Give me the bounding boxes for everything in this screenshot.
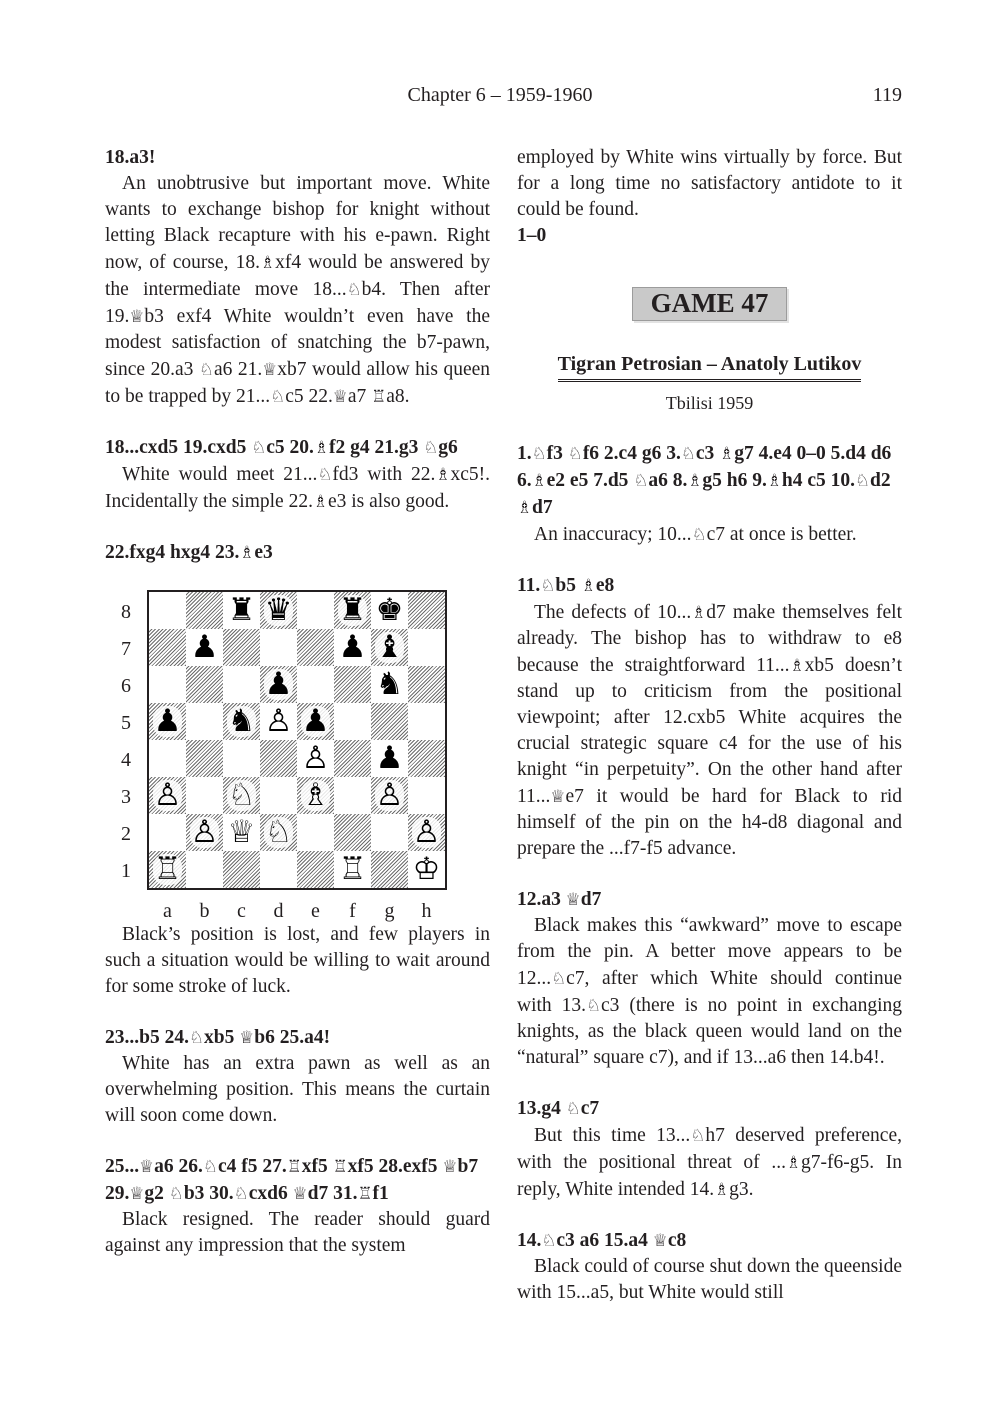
file-label: d bbox=[273, 900, 284, 922]
chess-piece-icon: ♙ bbox=[301, 740, 330, 776]
rook-figurine-icon: ♖ bbox=[371, 386, 387, 406]
board-square-h4 bbox=[408, 740, 445, 777]
chess-piece-icon: ♘ bbox=[227, 777, 256, 813]
board-square-b1 bbox=[186, 851, 223, 888]
board-square-c7 bbox=[223, 629, 260, 666]
chess-board bbox=[147, 590, 447, 890]
board-square-f3 bbox=[334, 777, 371, 814]
move-heading: 13.g4 ♘c7 bbox=[517, 1098, 600, 1119]
bishop-figurine-icon: ♗ bbox=[517, 497, 533, 517]
chess-piece-icon: ♛ bbox=[264, 592, 293, 628]
chess-piece-icon: ♔ bbox=[412, 851, 441, 887]
queen-figurine-icon: ♕ bbox=[139, 1156, 155, 1176]
queen-figurine-icon: ♕ bbox=[292, 1183, 308, 1203]
chapter-title: Chapter 6 – 1959-1960 bbox=[407, 84, 593, 106]
chess-piece-icon: ♝ bbox=[375, 629, 404, 665]
board-square-e7 bbox=[297, 629, 334, 666]
chess-piece-icon: ♞ bbox=[375, 666, 404, 702]
knight-figurine-icon: ♘ bbox=[251, 437, 267, 457]
chess-piece-icon: ♙ bbox=[375, 777, 404, 813]
queen-figurine-icon: ♕ bbox=[565, 889, 581, 909]
move-heading: 18.a3! bbox=[105, 147, 156, 168]
commentary-paragraph: White has an extra pawn as well as an overwhelming position. This means the curtain will soon come down. bbox=[105, 1053, 490, 1126]
chess-piece-icon: ♜ bbox=[338, 592, 367, 628]
knight-figurine-icon: ♘ bbox=[202, 1156, 218, 1176]
board-square-b7 bbox=[186, 629, 223, 666]
board-square-b3 bbox=[186, 777, 223, 814]
board-square-h6 bbox=[408, 666, 445, 703]
knight-figurine-icon: ♘ bbox=[633, 470, 649, 490]
board-square-g4 bbox=[371, 740, 408, 777]
knight-figurine-icon: ♘ bbox=[423, 437, 439, 457]
queen-figurine-icon: ♕ bbox=[442, 1156, 458, 1176]
board-square-c3 bbox=[223, 777, 260, 814]
commentary-paragraph: Black could of course shut down the queenside with 15...a5, but White would still bbox=[517, 1256, 902, 1303]
bishop-figurine-icon: ♗ bbox=[260, 252, 276, 272]
commentary-paragraph: employed by White wins virtually by force. But for a long time no satisfactory antidote to it could be found. bbox=[517, 147, 902, 220]
chess-piece-icon: ♙ bbox=[264, 703, 293, 739]
chess-piece-icon: ♟ bbox=[190, 629, 219, 665]
board-square-b5 bbox=[186, 703, 223, 740]
file-label: f bbox=[349, 900, 356, 922]
knight-figurine-icon: ♘ bbox=[270, 386, 286, 406]
bishop-figurine-icon: ♗ bbox=[435, 464, 451, 484]
rank-label: 4 bbox=[121, 749, 131, 771]
board-square-g8 bbox=[371, 592, 408, 629]
bishop-figurine-icon: ♗ bbox=[719, 443, 735, 463]
board-square-c5 bbox=[223, 703, 260, 740]
board-square-f5 bbox=[334, 703, 371, 740]
move-heading: 25...♕a6 26.♘c4 f5 27.♖xf5 ♖xf5 28.exf5 ♕b7 29.♕g2 ♘b3 30.♘cxd6 ♕d7 31.♖f1 bbox=[105, 1156, 479, 1204]
queen-figurine-icon: ♕ bbox=[239, 1027, 255, 1047]
chess-piece-icon: ♞ bbox=[227, 703, 256, 739]
knight-figurine-icon: ♘ bbox=[317, 464, 333, 484]
commentary-paragraph: An unobtrusive but important move. White wants to exchange bishop for knight without letting Black recapture with his e-pawn. Right now, of course, 18.♗xf4 would be answered by the intermediate move 18...♘b4. Then after 19.♕b3 exf4 White wouldn’t even have the modest satisfaction of snatching the b7-pawn, since 20.a3 ♘a6 21.♕xb7 would allow his queen to be trapped by 21...♘c5 22.♕a7 ♖a8. bbox=[105, 173, 491, 407]
knight-figurine-icon: ♘ bbox=[855, 470, 871, 490]
knight-figurine-icon: ♘ bbox=[540, 575, 556, 595]
board-square-e1 bbox=[297, 851, 334, 888]
rank-label: 5 bbox=[121, 712, 131, 734]
left-column bbox=[105, 145, 490, 1259]
queen-figurine-icon: ♕ bbox=[262, 359, 278, 379]
board-square-b2 bbox=[186, 814, 223, 851]
chess-piece-icon: ♟ bbox=[153, 703, 182, 739]
queen-figurine-icon: ♕ bbox=[652, 1230, 668, 1250]
board-square-g2 bbox=[371, 814, 408, 851]
commentary-paragraph: Black makes this “awkward” move to escape from the pin. A better move appears to be 12...♘c7, after which White should continue with 13.♘c3 (there is no point in exchanging knights, as the black queen would land on the “natural” square c7), and if 13...a6 then 14.b4!. bbox=[517, 915, 903, 1068]
knight-figurine-icon: ♘ bbox=[691, 524, 707, 544]
board-square-f8 bbox=[334, 592, 371, 629]
board-square-b6 bbox=[186, 666, 223, 703]
move-heading: 14.♘c3 a6 15.a4 ♕c8 bbox=[517, 1230, 687, 1251]
chess-piece-icon: ♖ bbox=[338, 851, 367, 887]
bishop-figurine-icon: ♗ bbox=[531, 470, 547, 490]
knight-figurine-icon: ♘ bbox=[198, 359, 214, 379]
commentary-paragraph: Black’s position is lost, and few players in such a situation would be willing to wait around for some stroke of luck. bbox=[105, 924, 490, 997]
knight-figurine-icon: ♘ bbox=[168, 1183, 184, 1203]
board-square-c2 bbox=[223, 814, 260, 851]
board-square-g5 bbox=[371, 703, 408, 740]
chess-piece-icon: ♘ bbox=[264, 814, 293, 850]
board-square-d5 bbox=[260, 703, 297, 740]
chess-piece-icon: ♖ bbox=[153, 851, 182, 887]
board-square-d1 bbox=[260, 851, 297, 888]
board-square-b8 bbox=[186, 592, 223, 629]
move-heading: 11.♘b5 ♗e8 bbox=[517, 575, 615, 596]
board-square-d7 bbox=[260, 629, 297, 666]
bishop-figurine-icon: ♗ bbox=[580, 575, 596, 595]
board-square-e5 bbox=[297, 703, 334, 740]
board-square-a8 bbox=[149, 592, 186, 629]
move-heading: 18...cxd5 19.cxd5 ♘c5 20.♗f2 g4 21.g3 ♘g6 bbox=[105, 437, 458, 458]
venue-line: Tbilisi 1959 bbox=[665, 393, 754, 413]
board-square-g1 bbox=[371, 851, 408, 888]
knight-figurine-icon: ♘ bbox=[531, 443, 547, 463]
knight-figurine-icon: ♘ bbox=[690, 1125, 706, 1145]
board-square-d3 bbox=[260, 777, 297, 814]
board-square-g7 bbox=[371, 629, 408, 666]
board-square-c1 bbox=[223, 851, 260, 888]
bishop-figurine-icon: ♗ bbox=[687, 470, 703, 490]
rank-label: 7 bbox=[121, 638, 131, 660]
knight-figurine-icon: ♘ bbox=[567, 443, 583, 463]
bishop-figurine-icon: ♗ bbox=[691, 602, 707, 622]
chess-piece-icon: ♟ bbox=[338, 629, 367, 665]
board-square-h8 bbox=[408, 592, 445, 629]
commentary-paragraph: But this time 13...♘h7 deserved preference, with the positional threat of ...♗g7-f6-g5. In reply, White intended 14.♗g3. bbox=[517, 1125, 902, 1200]
board-square-e8 bbox=[297, 592, 334, 629]
queen-figurine-icon: ♕ bbox=[129, 1183, 145, 1203]
rook-figurine-icon: ♖ bbox=[357, 1183, 373, 1203]
file-label: e bbox=[311, 900, 320, 922]
file-label: b bbox=[199, 900, 210, 922]
queen-figurine-icon: ♕ bbox=[550, 786, 566, 806]
commentary-paragraph: Black resigned. The reader should guard against any impression that the system bbox=[105, 1209, 490, 1256]
chess-piece-icon: ♙ bbox=[153, 777, 182, 813]
rank-label: 1 bbox=[121, 860, 131, 882]
board-square-e6 bbox=[297, 666, 334, 703]
board-square-f2 bbox=[334, 814, 371, 851]
chess-piece-icon: ♙ bbox=[412, 814, 441, 850]
board-square-h7 bbox=[408, 629, 445, 666]
board-square-d2 bbox=[260, 814, 297, 851]
bishop-figurine-icon: ♗ bbox=[239, 542, 255, 562]
board-square-a5 bbox=[149, 703, 186, 740]
board-square-h1 bbox=[408, 851, 445, 888]
commentary-paragraph: The defects of 10...♗d7 make themselves felt already. The bishop has to withdraw to e8 because the straightforward 11...♗xb5 doesn’t stand up to criticism from the positional viewpoint; after 12.cxb5 White acquires the crucial strategic square c4 for the use of his knight “in perpetuity”. On the other hand after 11...♕e7 it would be hard for Black to rid himself of the pin on the h4-d8 diagonal and prepare the ...f7-f5 advance. bbox=[517, 602, 903, 859]
board-square-e4 bbox=[297, 740, 334, 777]
board-square-h3 bbox=[408, 777, 445, 814]
queen-figurine-icon: ♕ bbox=[332, 386, 348, 406]
running-head bbox=[0, 80, 1000, 110]
knight-figurine-icon: ♘ bbox=[680, 443, 696, 463]
knight-figurine-icon: ♘ bbox=[541, 1230, 557, 1250]
chess-piece-icon: ♟ bbox=[301, 703, 330, 739]
commentary-paragraph: White would meet 21...♘fd3 with 22.♗xc5!. Incidentally the simple 22.♗e3 is also good. bbox=[105, 464, 490, 512]
game-result: 1–0 bbox=[517, 225, 547, 246]
file-label: h bbox=[421, 900, 432, 922]
board-square-f1 bbox=[334, 851, 371, 888]
file-label: g bbox=[384, 900, 395, 922]
board-square-g3 bbox=[371, 777, 408, 814]
board-square-a6 bbox=[149, 666, 186, 703]
board-square-a4 bbox=[149, 740, 186, 777]
board-square-b4 bbox=[186, 740, 223, 777]
board-square-a3 bbox=[149, 777, 186, 814]
bishop-figurine-icon: ♗ bbox=[785, 1152, 801, 1172]
bishop-figurine-icon: ♗ bbox=[313, 437, 329, 457]
rook-figurine-icon: ♖ bbox=[286, 1156, 302, 1176]
board-square-h5 bbox=[408, 703, 445, 740]
move-heading: 1.♘f3 ♘f6 2.c4 g6 3.♘c3 ♗g7 4.e4 0–0 5.d4 d6 6.♗e2 e5 7.d5 ♘a6 8.♗g5 h6 9.♗h4 c5 10.♘d2 ♗d7 bbox=[517, 443, 892, 518]
rank-label: 2 bbox=[121, 823, 131, 845]
board-square-d4 bbox=[260, 740, 297, 777]
board-square-e3 bbox=[297, 777, 334, 814]
board-square-d8 bbox=[260, 592, 297, 629]
knight-figurine-icon: ♘ bbox=[188, 1027, 205, 1047]
bishop-figurine-icon: ♗ bbox=[766, 470, 782, 490]
board-square-f4 bbox=[334, 740, 371, 777]
board-square-a7 bbox=[149, 629, 186, 666]
board-square-d6 bbox=[260, 666, 297, 703]
board-square-f6 bbox=[334, 666, 371, 703]
chess-piece-icon: ♚ bbox=[375, 592, 404, 628]
bishop-figurine-icon: ♗ bbox=[312, 491, 328, 511]
board-square-a2 bbox=[149, 814, 186, 851]
chess-piece-icon: ♟ bbox=[264, 666, 293, 702]
file-label: c bbox=[237, 900, 246, 922]
chess-piece-icon: ♕ bbox=[227, 814, 256, 850]
knight-figurine-icon: ♘ bbox=[551, 968, 567, 988]
queen-figurine-icon: ♕ bbox=[129, 306, 145, 326]
rank-label: 6 bbox=[121, 675, 131, 697]
chess-piece-icon: ♜ bbox=[227, 592, 256, 628]
chess-piece-icon: ♟ bbox=[375, 740, 404, 776]
knight-figurine-icon: ♘ bbox=[346, 279, 362, 299]
chess-diagram bbox=[105, 582, 490, 922]
move-heading: 12.a3 ♕d7 bbox=[517, 889, 602, 910]
file-label: a bbox=[163, 900, 172, 922]
board-square-c6 bbox=[223, 666, 260, 703]
chess-piece-icon: ♙ bbox=[190, 814, 219, 850]
game-number-banner: GAME 47 bbox=[632, 287, 788, 321]
move-heading: 22.fxg4 hxg4 23.♗e3 bbox=[105, 542, 273, 563]
rank-label: 8 bbox=[121, 601, 131, 623]
board-square-c8 bbox=[223, 592, 260, 629]
rank-label: 3 bbox=[121, 786, 131, 808]
right-column bbox=[517, 145, 902, 1306]
board-square-h2 bbox=[408, 814, 445, 851]
knight-figurine-icon: ♘ bbox=[565, 1098, 581, 1118]
rook-figurine-icon: ♖ bbox=[332, 1156, 348, 1176]
commentary-paragraph: An inaccuracy; 10...♘c7 at once is better. bbox=[534, 524, 857, 545]
board-square-f7 bbox=[334, 629, 371, 666]
board-square-g6 bbox=[371, 666, 408, 703]
board-square-e2 bbox=[297, 814, 334, 851]
players-heading: Tigran Petrosian – Anatoly Lutikov bbox=[517, 351, 902, 382]
bishop-figurine-icon: ♗ bbox=[789, 655, 805, 675]
chess-piece-icon: ♗ bbox=[301, 777, 330, 813]
knight-figurine-icon: ♘ bbox=[585, 995, 601, 1015]
move-heading: 23...b5 24.♘xb5 ♕b6 25.a4! bbox=[105, 1027, 331, 1048]
page-number: 119 bbox=[872, 84, 902, 106]
knight-figurine-icon: ♘ bbox=[233, 1183, 249, 1203]
board-square-a1 bbox=[149, 851, 186, 888]
board-square-c4 bbox=[223, 740, 260, 777]
bishop-figurine-icon: ♗ bbox=[714, 1179, 730, 1199]
